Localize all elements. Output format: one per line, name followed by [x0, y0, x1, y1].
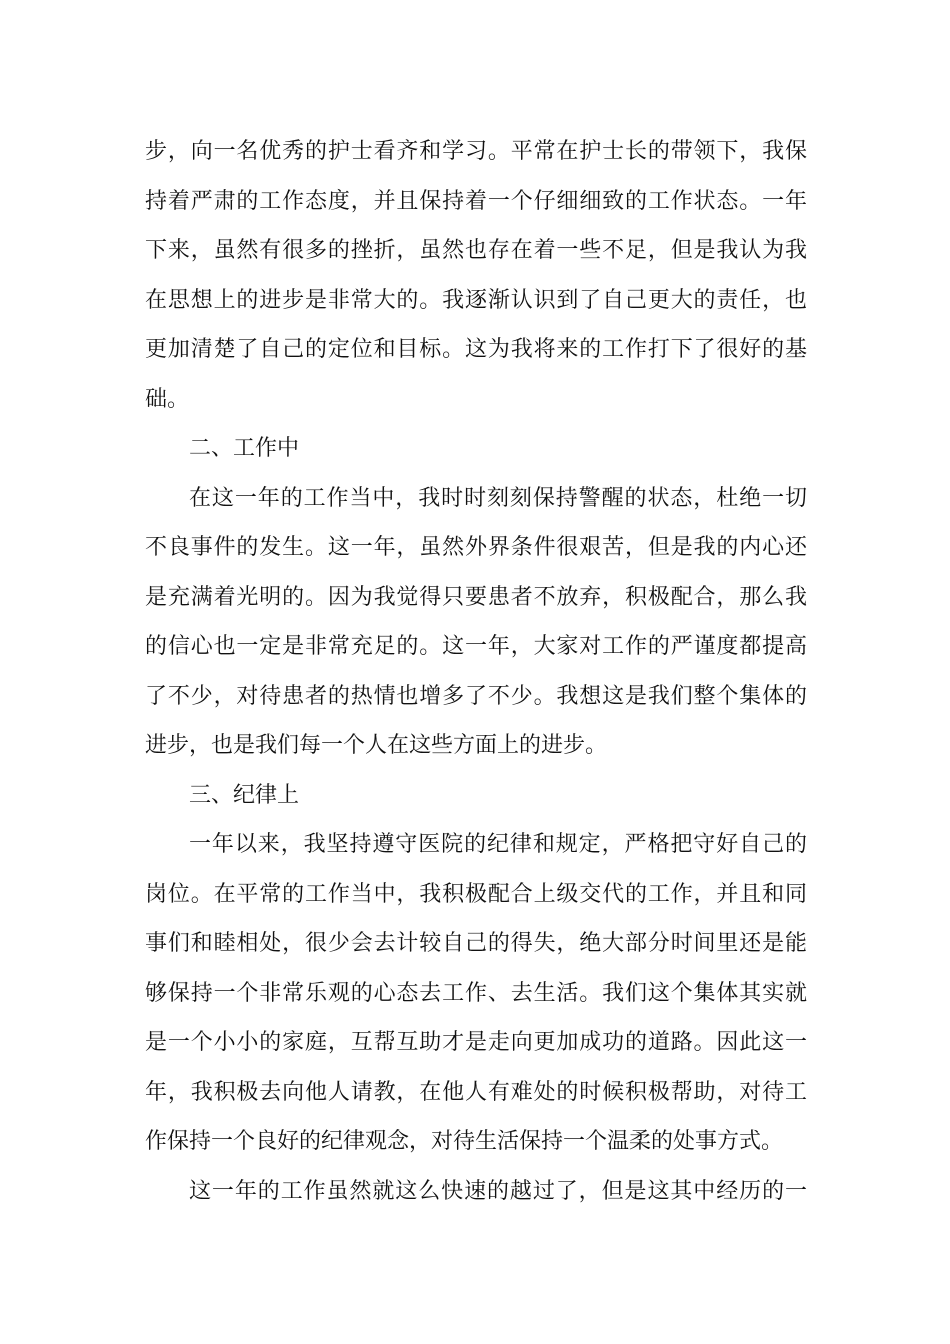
- section-heading: 三、纪律上: [189, 782, 300, 808]
- section-heading: 二、工作中: [189, 436, 300, 461]
- paragraph-line: 够保持一个非常乐观的心态去工作、去生活。我们这个集体其实就: [145, 980, 807, 1006]
- paragraph-line: 下来，虽然有很多的挫折，虽然也存在着一些不足，但是我认为我: [145, 238, 807, 263]
- paragraph-line: 了不少，对待患者的热情也增多了不少。我想这是我们整个集体的: [145, 683, 807, 709]
- paragraph-line: 更加清楚了自己的定位和目标。这为我将来的工作打下了很好的基: [145, 337, 807, 362]
- paragraph-line: 一年以来，我坚持遵守医院的纪律和规定，严格把守好自己的: [189, 832, 807, 857]
- paragraph-line: 在思想上的进步是非常大的。我逐渐认识到了自己更大的责任，也: [145, 287, 807, 313]
- paragraph-line: 的信心也一定是非常充足的。这一年，大家对工作的严谨度都提高: [145, 634, 807, 659]
- paragraph-line: 是充满着光明的。因为我觉得只要患者不放弃，积极配合，那么我: [145, 584, 807, 610]
- paragraph-line: 步，向一名优秀的护士看齐和学习。平常在护士长的带领下，我保: [145, 139, 807, 164]
- paragraph-line: 不良事件的发生。这一年，虽然外界条件很艰苦，但是我的内心还: [145, 535, 807, 560]
- paragraph-line: 岗位。在平常的工作当中，我积极配合上级交代的工作，并且和同: [145, 881, 807, 907]
- paragraph-line: 作保持一个良好的纪律观念，对待生活保持一个温柔的处事方式。: [145, 1129, 784, 1154]
- paragraph-line: 础。: [145, 386, 190, 412]
- paragraph-line: 事们和睦相处，很少会去计较自己的得失，绝大部分时间里还是能: [145, 931, 807, 956]
- paragraph-line: 是一个小小的家庭，互帮互助才是走向更加成功的道路。因此这一: [145, 1030, 807, 1055]
- paragraph-line: 在这一年的工作当中，我时时刻刻保持警醒的状态，杜绝一切: [189, 485, 807, 511]
- paragraph-line: 持着严肃的工作态度，并且保持着一个仔细细致的工作状态。一年: [145, 188, 807, 214]
- paragraph-line: 年，我积极去向他人请教，在他人有难处的时候积极帮助，对待工: [145, 1079, 807, 1105]
- paragraph-line: 进步，也是我们每一个人在这些方面上的进步。: [145, 733, 608, 758]
- paragraph-line: 这一年的工作虽然就这么快速的越过了，但是这其中经历的一: [189, 1178, 807, 1204]
- document-body: [145, 127, 807, 1216]
